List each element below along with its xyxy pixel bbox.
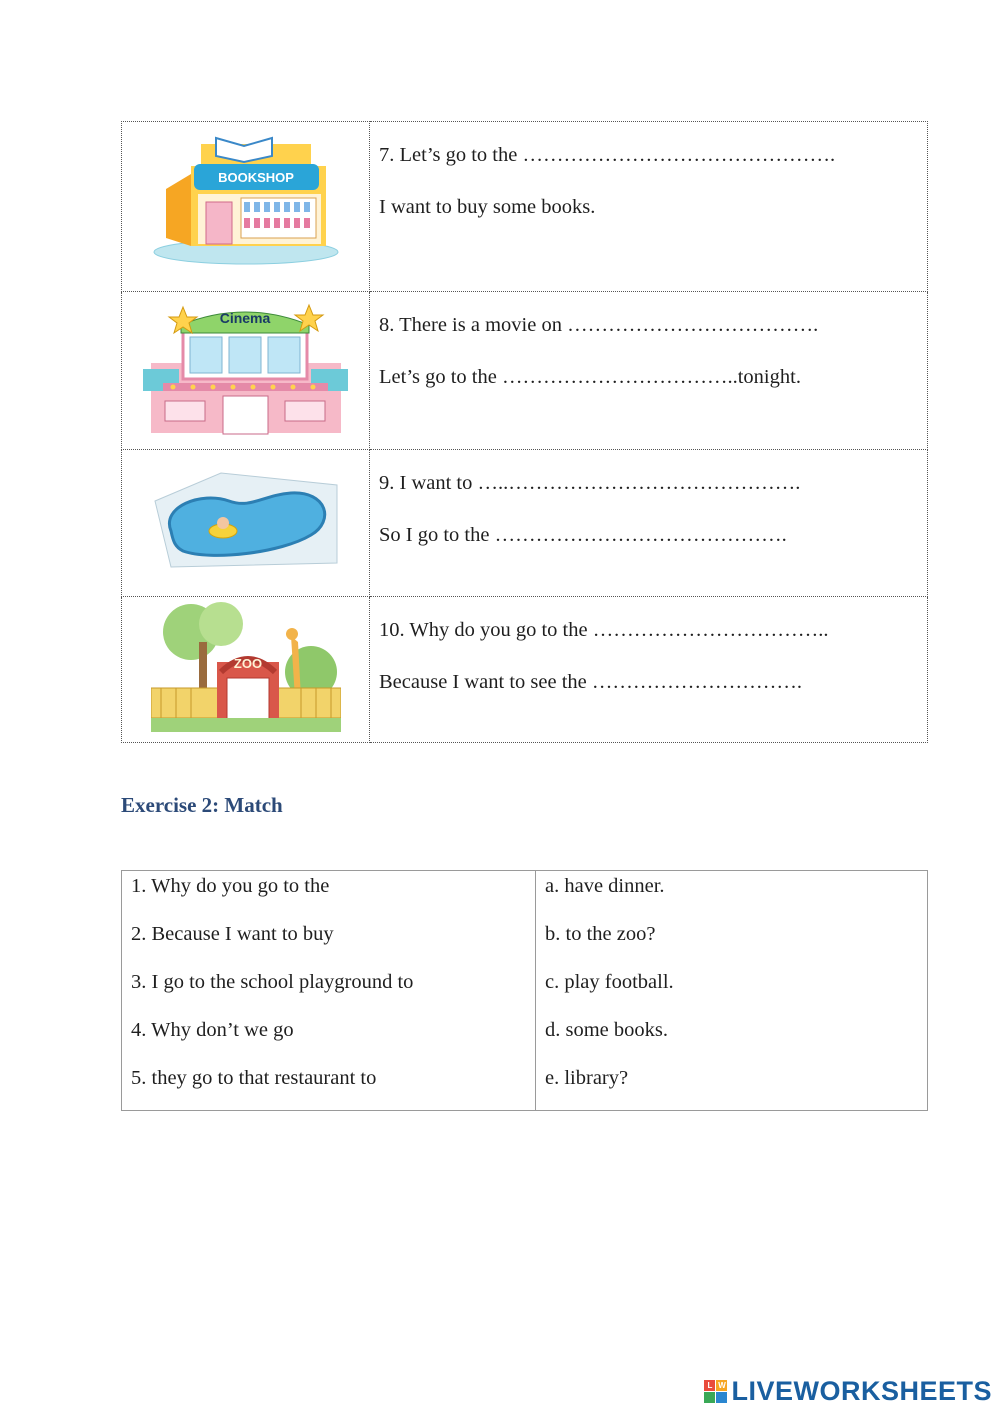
bookshop-picture-cell [122, 122, 370, 292]
zoo-icon [151, 602, 341, 732]
match-left-item: 1. Why do you go to the [131, 875, 330, 897]
swimming-pool-icon [151, 471, 341, 571]
match-right-item: e. library? [545, 1067, 629, 1089]
exercise1-text-cell [370, 292, 928, 450]
question-8-line-1: 8. There is a movie on ………………………………. [379, 314, 819, 336]
question-10-line-2: Because I want to see the …………………………. [379, 671, 803, 693]
question-9-line-1: 9. I want to …..……………………………………. [379, 472, 801, 494]
match-right-item: c. play football. [545, 971, 674, 993]
exercise1-text-cell [370, 597, 928, 743]
match-right-item: d. some books. [545, 1019, 668, 1041]
zoo-picture-cell [122, 597, 370, 743]
cinema-picture-cell [122, 292, 370, 450]
exercise1-table [121, 121, 928, 743]
exercise1-row [122, 292, 928, 450]
zoo-sign-text: ZOO [233, 656, 262, 671]
liveworksheets-logo-text: LIVEWORKSHEETS [731, 1376, 992, 1406]
question-9-line-2: So I go to the ……………………………………. [379, 524, 787, 546]
question-7-line-2: I want to buy some books. [379, 196, 596, 218]
swimming-pool-picture-cell [122, 450, 370, 597]
exercise1-row [122, 450, 928, 597]
exercise1-row [122, 597, 928, 743]
exercise1-row [122, 122, 928, 292]
liveworksheets-logo [704, 1376, 992, 1407]
exercise1-text-cell [370, 450, 928, 597]
cinema-icon [143, 301, 348, 436]
match-left-item: 5. they go to that restaurant to [131, 1067, 377, 1089]
liveworksheets-logo-icon: L W [704, 1380, 727, 1403]
exercise2-match-table [121, 870, 928, 1111]
bookshop-sign-text: BOOKSHOP [217, 170, 294, 185]
cinema-sign-text: Cinema [219, 309, 271, 326]
exercise1-text-cell [370, 122, 928, 292]
exercise2-title: Exercise 2: Match [121, 793, 283, 817]
question-8-line-2: Let’s go to the ……………………………..tonight. [379, 366, 801, 388]
question-7-line-1: 7. Let’s go to the ………………………………………. [379, 144, 836, 166]
match-right-item: b. to the zoo? [545, 923, 656, 945]
match-left-item: 2. Because I want to buy [131, 923, 334, 945]
match-right-item: a. have dinner. [545, 875, 665, 897]
question-10-line-1: 10. Why do you go to the …………………………….. [379, 619, 829, 641]
match-right-column [536, 871, 928, 1111]
bookshop-icon [146, 134, 346, 274]
match-left-column [122, 871, 536, 1111]
match-left-item: 3. I go to the school playground to [131, 971, 414, 993]
match-left-item: 4. Why don’t we go [131, 1019, 294, 1041]
